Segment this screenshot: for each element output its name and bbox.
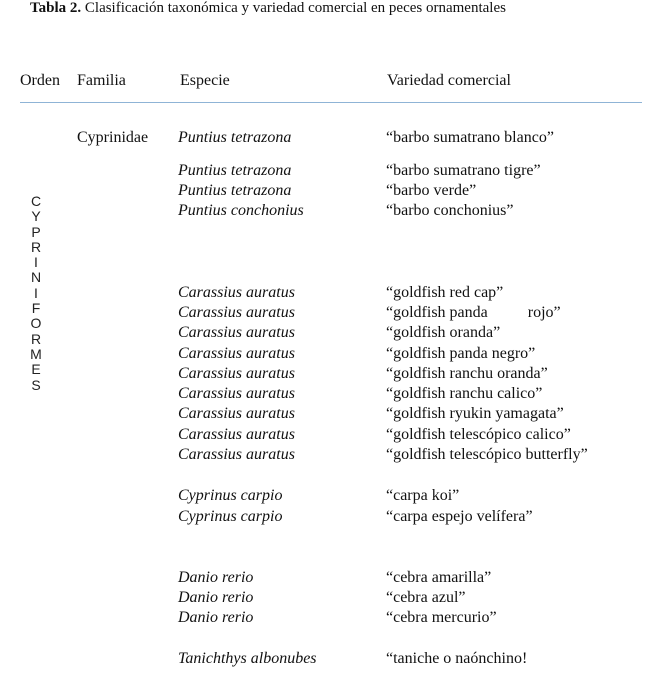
variedad-cell: “carpa espejo velífera” (386, 508, 533, 525)
variedad-cell: “barbo sumatrano tigre” (386, 162, 541, 179)
variedad-cell: “taniche o naónchino! (386, 650, 528, 667)
table-row (0, 446, 646, 466)
especie-cell: Carassius auratus (178, 385, 295, 402)
variedad-cell: “goldfish red cap” (386, 284, 504, 301)
especie-cell: Carassius auratus (178, 304, 295, 321)
header-especie: Especie (180, 72, 230, 89)
table-row (0, 284, 646, 304)
orden-letter: E (31, 361, 41, 378)
table-row (0, 405, 646, 425)
variedad-cell: “goldfish ranchu calico” (386, 385, 543, 402)
especie-cell: Carassius auratus (178, 446, 295, 463)
table-row (0, 345, 646, 365)
especie-cell: Tanichthys albonubes (178, 650, 317, 667)
table-row (0, 365, 646, 385)
table-row (0, 508, 646, 528)
orden-letter: I (34, 254, 38, 271)
especie-cell: Cyprinus carpio (178, 508, 283, 525)
table-row (0, 304, 646, 324)
orden-letter: R (30, 330, 42, 347)
orden-letter: Y (31, 208, 41, 225)
especie-cell: Carassius auratus (178, 365, 295, 382)
familia-cell: Cyprinidae (77, 129, 149, 146)
variedad-cell: “goldfish telescópico butterfly” (386, 446, 588, 463)
especie-cell: Cyprinus carpio (178, 487, 283, 504)
variedad-cell: “goldfish telescópico calico” (386, 426, 571, 443)
orden-letter: P (31, 223, 41, 240)
especie-cell: Puntius conchonius (178, 202, 304, 219)
especie-cell: Danio rerio (178, 589, 254, 606)
especie-cell: Carassius auratus (178, 405, 295, 422)
table-row (0, 202, 646, 225)
variedad-cell: “carpa koi” (386, 487, 460, 504)
orden-letter: O (30, 315, 42, 332)
header-familia: Familia (77, 72, 126, 89)
especie-cell: Puntius tetrazona (178, 129, 292, 146)
orden-letter: I (34, 284, 38, 301)
variedad-cell: “goldfish ranchu oranda” (386, 365, 548, 382)
variedad-cell: “goldfish panda negro” (386, 345, 536, 362)
caption-text: Clasificación taxonómica y variedad comercial en peces ornamentales (81, 0, 506, 16)
variedad-cell: “cebra amarilla” (386, 569, 492, 586)
table-row (0, 589, 646, 609)
table-caption (30, 0, 506, 17)
variedad-cell: “goldfish panda rojo” (386, 304, 561, 321)
orden-letter: C (30, 193, 42, 209)
table-row (0, 162, 646, 182)
especie-cell: Danio rerio (178, 569, 254, 586)
variedad-cell: “cebra mercurio” (386, 609, 497, 626)
table-row (0, 650, 646, 670)
variedad-cell: “goldfish oranda” (386, 324, 501, 341)
especie-cell: Puntius tetrazona (178, 162, 292, 179)
caption-label: Tabla 2. (30, 0, 82, 16)
table-row (0, 129, 646, 149)
orden-letter: N (30, 269, 42, 286)
table-row (0, 609, 646, 629)
especie-cell: Puntius tetrazona (178, 182, 292, 199)
table-row (0, 182, 646, 202)
variedad-cell: “barbo conchonius” (386, 202, 514, 219)
header-orden: Orden (20, 72, 60, 89)
orden-letter: S (31, 376, 41, 393)
table-row (0, 324, 646, 344)
table-row (0, 426, 646, 446)
especie-cell: Carassius auratus (178, 426, 295, 443)
especie-cell: Danio rerio (178, 609, 254, 626)
table-row (0, 569, 646, 589)
variedad-cell: “cebra azul” (386, 589, 466, 606)
especie-cell: Carassius auratus (178, 324, 295, 341)
variedad-cell: “barbo sumatrano blanco” (386, 129, 554, 146)
orden-letter: F (31, 300, 41, 317)
header-divider (20, 102, 642, 103)
variedad-cell: “goldfish ryukin yamagata” (386, 405, 564, 422)
variedad-cell: “barbo verde” (386, 182, 477, 199)
orden-letter: M (30, 345, 42, 362)
especie-cell: Carassius auratus (178, 345, 295, 362)
header-variedad: Variedad comercial (387, 72, 511, 89)
table-row (0, 487, 646, 507)
table-row (0, 385, 646, 405)
orden-letter: R (30, 238, 42, 255)
especie-cell: Carassius auratus (178, 284, 295, 301)
